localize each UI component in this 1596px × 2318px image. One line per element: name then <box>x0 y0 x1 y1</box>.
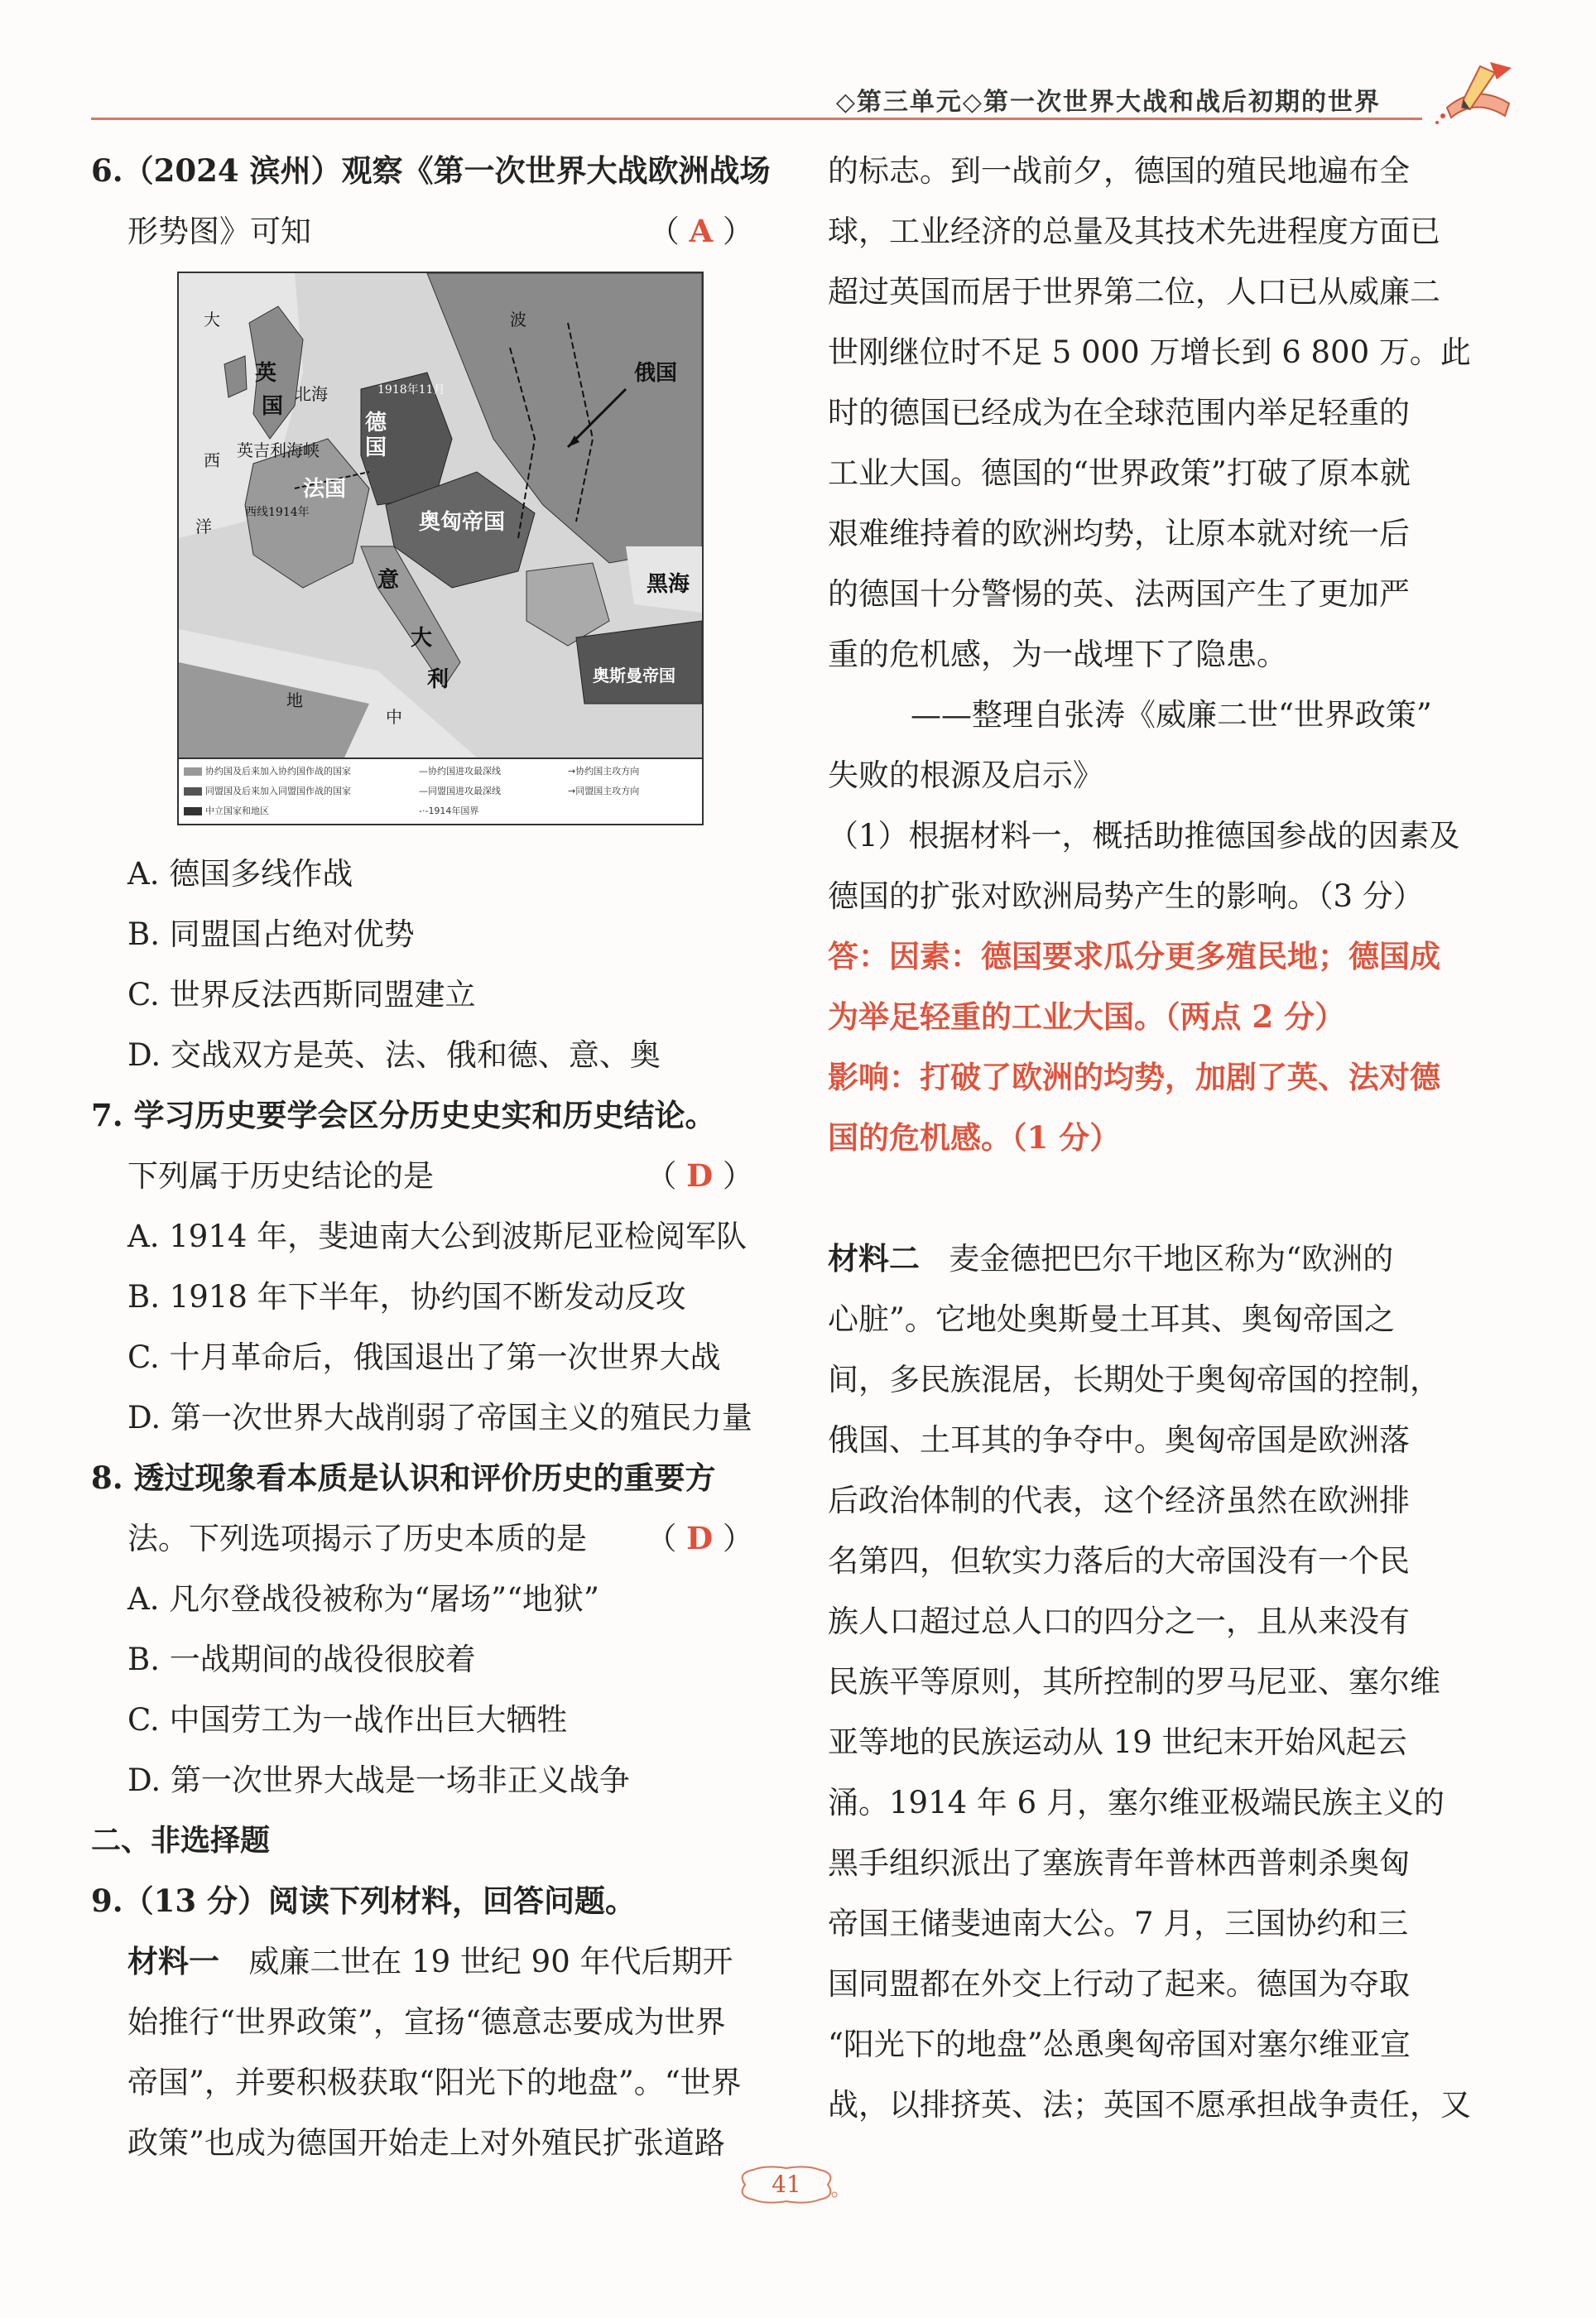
map-label-de2: 国 <box>365 435 387 460</box>
q7-answer: D <box>686 1157 714 1194</box>
q9-material1-line2: 始推行“世界政策”，宣扬“德意志要成为世界 <box>127 2004 726 2040</box>
material2-line15: 战，以排挤英、法；英国不愿承担战争责任，又 <box>828 2087 1471 2123</box>
map-label-guo: 国 <box>262 394 284 419</box>
map-label-fa: 法国 <box>303 477 347 502</box>
map-label-1918: 1918年11月 <box>377 383 445 397</box>
map-label-da2: 大 <box>411 626 433 651</box>
map-label-ottoman: 奥斯曼帝国 <box>593 666 675 685</box>
q7-option-a: A. 1914 年，斐迪南大公到波斯尼亚检阅军队 <box>127 1219 748 1254</box>
map-label-xi: 西 <box>204 450 220 470</box>
q6-option-c: C. 世界反法西斯同盟建立 <box>127 977 476 1012</box>
subquestion1-line1: （1）根据材料一，概括助推德国参战的因素及 <box>828 818 1460 854</box>
q7-stem-line1: 7. 学习历史要学会区分历史史实和历史结论。 <box>91 1097 716 1133</box>
map-label-yi: 意 <box>377 568 400 593</box>
q8-answer: D <box>686 1520 714 1556</box>
citation-line2: 失败的根源及启示》 <box>828 757 1103 793</box>
map-label-eguo: 俄国 <box>634 361 678 386</box>
q6-stem-line2: 形势图》可知 （ A ） <box>91 201 753 262</box>
pencil-book-icon <box>1430 58 1521 132</box>
q7-option-d: D. 第一次世界大战削弱了帝国主义的殖民力量 <box>127 1400 752 1436</box>
map-legend <box>179 757 702 824</box>
q7-option-b: B. 1918 年下半年，协约国不断发动反攻 <box>127 1279 686 1315</box>
material1-cont-line5: 时的德国已经成为在全球范围内举足轻重的 <box>828 395 1410 430</box>
material2-line5: 后政治体制的代表，这个经济虽然在欧洲排 <box>828 1483 1410 1518</box>
q9-material1-line1: 材料一 威廉二世在 19 世纪 90 年代后期开 <box>127 1943 733 1979</box>
q9-material1-line4: 政策”也成为德国开始走上对外殖民扩张道路 <box>127 2125 725 2161</box>
map-label-yinjili: 英吉利海峡 <box>237 440 320 460</box>
material1-label: 材料一 <box>127 1943 219 1979</box>
q6-option-b: B. 同盟国占绝对优势 <box>127 916 415 952</box>
legend-central: 同盟国及后来加入同盟国作战的国家 <box>184 784 351 797</box>
map-label-westline: 西线1914年 <box>245 506 310 519</box>
material2-label: 材料二 <box>828 1240 920 1277</box>
material2-line8: 民族平等原则，其所控制的罗马尼亚、塞尔维 <box>828 1664 1440 1700</box>
material2-line2: 心脏”。它地处奥斯曼土耳其、奥匈帝国之 <box>828 1301 1395 1337</box>
material1-cont-line6: 工业大国。德国的“世界政策”打破了原本就 <box>828 455 1411 491</box>
material2-line12: 帝国王储斐迪南大公。7 月，三国协约和三 <box>828 1906 1409 1941</box>
ww1-europe-map <box>177 272 704 825</box>
material2-line1: 材料二 麦金德把巴尔干地区称为“欧洲的 <box>828 1240 1394 1277</box>
material2-line6: 名第四，但软实力落后的大帝国没有一个民 <box>828 1543 1410 1579</box>
header-rule <box>91 118 1422 120</box>
answer-line2: 为举足轻重的工业大国。（两点 2 分） <box>828 998 1346 1035</box>
q6-stem-line1: 6.（2024 滨州）观察《第一次世界大战欧洲战场 <box>91 152 771 189</box>
material2-line4: 俄国、土耳其的争夺中。奥匈帝国是欧洲落 <box>828 1422 1410 1458</box>
q7-option-c: C. 十月革命后，俄国退出了第一次世界大战 <box>127 1339 721 1375</box>
answer-line4: 国的危机感。（1 分） <box>828 1119 1121 1156</box>
q6-answer-bracket: （ A ） <box>648 213 753 249</box>
q6-answer: A <box>689 213 714 249</box>
map-label-di: 地 <box>286 690 303 710</box>
legend-border: -·-1914年国界 <box>419 806 479 816</box>
material1-cont-line3: 超过英国而居于世界第二位，人口已从威廉二 <box>828 274 1440 310</box>
right-column <box>828 141 1473 2135</box>
material2-line3: 间，多民族混居，长期处于奥匈帝国的控制， <box>828 1362 1440 1397</box>
answer-line3: 影响：打破了欧洲的均势，加剧了英、法对德 <box>828 1059 1440 1095</box>
header-title: ◇第三单元◇第一次世界大战和战后初期的世界 <box>835 88 1381 117</box>
material1-cont-line2: 球，工业经济的总量及其技术先进程度方面已 <box>828 214 1440 249</box>
material2-line7: 族人口超过总人口的四分之一，且从来没有 <box>828 1604 1410 1639</box>
spacer <box>828 1168 1473 1229</box>
material2-line10: 涌。1914 年 6 月，塞尔维亚极端民族主义的 <box>828 1785 1445 1820</box>
q8-option-d: D. 第一次世界大战是一场非正义战争 <box>127 1763 630 1798</box>
material2-line14: “阳光下的地盘”怂恿奥匈帝国对塞尔维亚宣 <box>828 2027 1411 2062</box>
answer-line1: 答：因素：德国要求瓜分更多殖民地；德国成 <box>828 938 1440 974</box>
left-column <box>91 141 771 2173</box>
q8-option-c: C. 中国劳工为一战作出巨大牺牲 <box>127 1702 568 1738</box>
material1-cont-line8: 的德国十分警惕的英、法两国产生了更加严 <box>828 576 1410 612</box>
map-label-aoxiong: 奥匈帝国 <box>419 510 506 535</box>
q6-option-a: A. 德国多线作战 <box>127 856 353 892</box>
page-number: 41 <box>728 2165 844 2205</box>
map-label-li: 利 <box>427 667 449 692</box>
q8-stem-line1: 8. 透过现象看本质是认识和评价历史的重要方 <box>91 1460 716 1496</box>
map-label-ying: 英 <box>255 361 277 386</box>
material2-line11: 黑手组织派出了塞族青年普林西普刺杀奥匈 <box>828 1845 1410 1881</box>
page-header <box>91 75 1521 124</box>
legend-entente-line: —协约国进攻最深线 <box>419 766 501 777</box>
subquestion1-line2: 德国的扩张对欧洲局势产生的影响。（3 分） <box>828 878 1424 914</box>
legend-central-line: —同盟国进攻最深线 <box>419 786 501 796</box>
section-heading: 二、非选择题 <box>91 1824 271 1858</box>
map-label-zhong: 中 <box>386 707 402 727</box>
map-label-de: 德 <box>365 411 387 435</box>
material1-cont-line9: 重的危机感，为一战埋下了隐患。 <box>828 637 1287 672</box>
q6-option-d: D. 交战双方是英、法、俄和德、意、奥 <box>127 1037 661 1073</box>
legend-entente-arrow: →协约国主攻方向 <box>568 766 640 777</box>
material2-line9: 亚等地的民族运动从 19 世纪末开始风起云 <box>828 1724 1407 1760</box>
map-label-da: 大 <box>204 310 220 329</box>
q9-stem: 9.（13 分）阅读下列材料，回答问题。 <box>91 1883 636 1919</box>
material2-line13: 国同盟都在外交上行动了起来。德国为夺取 <box>828 1966 1410 2002</box>
q7-answer-bracket: （ D ） <box>646 1157 753 1194</box>
legend-entente: 协约国及后来加入协约国作战的国家 <box>184 764 351 777</box>
map-label-heihai: 黑海 <box>647 572 690 597</box>
legend-neutral: 中立国家和地区 <box>184 804 269 817</box>
q8-answer-bracket: （ D ） <box>646 1520 753 1556</box>
material1-cont-line1: 的标志。到一战前夕，德国的殖民地遍布全 <box>828 153 1410 189</box>
q8-option-b: B. 一战期间的战役很胶着 <box>127 1642 476 1677</box>
material1-cont-line7: 艰难维持着的欧洲均势，让原本就对统一后 <box>828 516 1410 551</box>
q7-stem-line2: 下列属于历史结论的是 （ D ） <box>91 1146 753 1206</box>
legend-central-arrow: →同盟国主攻方向 <box>568 786 640 796</box>
q8-option-a: A. 凡尔登战役被称为“屠场”“地狱” <box>127 1581 599 1617</box>
map-label-beihai: 北海 <box>295 384 328 404</box>
map-label-yang: 洋 <box>195 517 212 536</box>
material1-cont-line4: 世刚继位时不足 5 000 万增长到 6 800 万。此 <box>828 334 1471 370</box>
citation-line1: ——整理自张涛《威廉二世“世界政策” <box>911 697 1432 733</box>
q9-material1-line3: 帝国”，并要积极获取“阳光下的地盘”。“世界 <box>127 2065 742 2100</box>
map-label-bo: 波 <box>510 310 526 329</box>
q8-stem-line2: 法。下列选项揭示了历史本质的是 （ D ） <box>91 1508 753 1569</box>
